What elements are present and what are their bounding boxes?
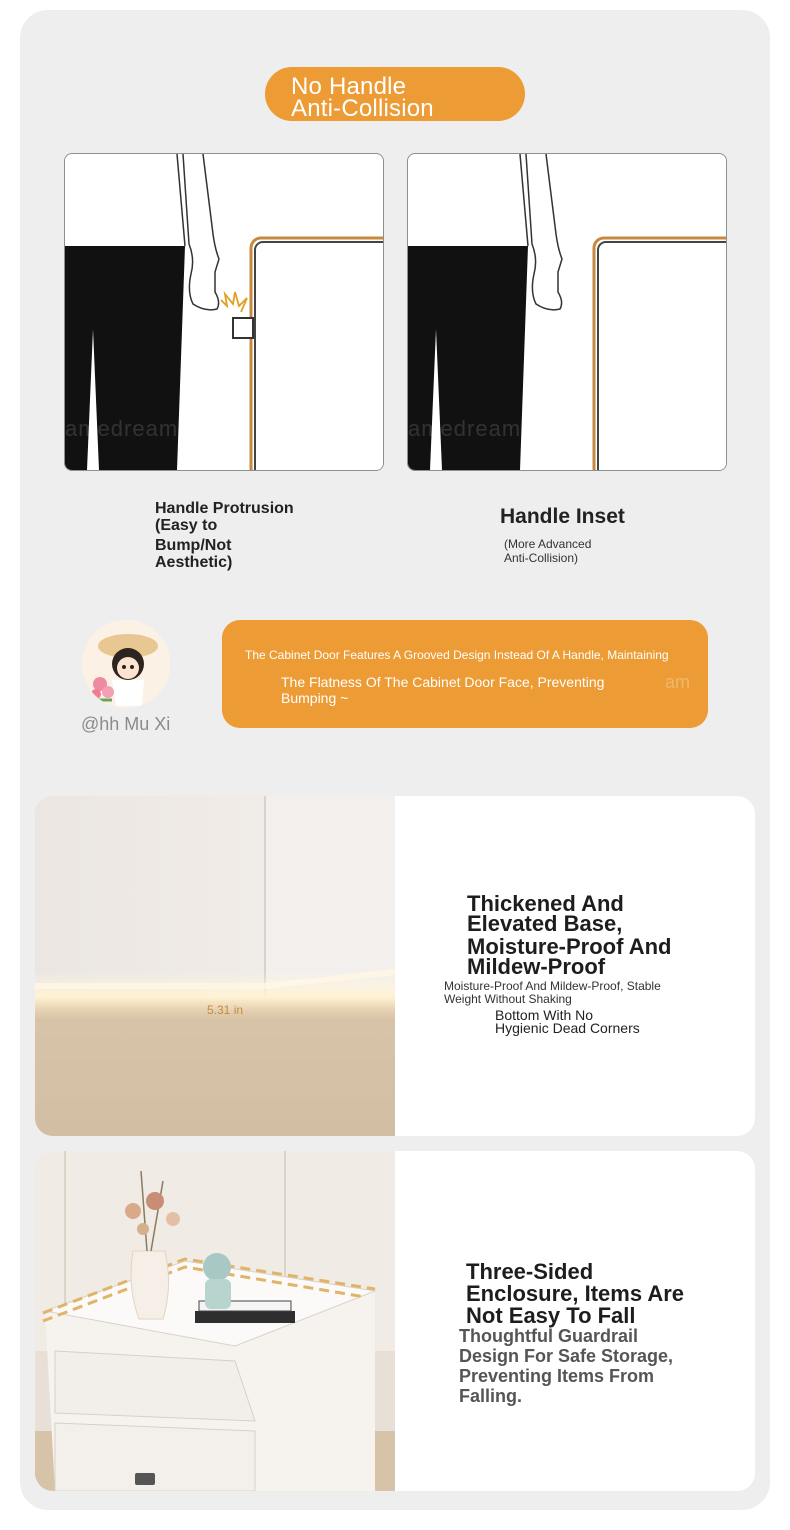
caption-line: Aesthetic) xyxy=(155,554,233,571)
desc-line: Bottom With No xyxy=(495,1007,594,1023)
dimension-label: 5.31 in xyxy=(207,1003,244,1017)
feature2-title xyxy=(466,1261,684,1327)
desc-line: Hygienic Dead Corners xyxy=(495,1020,640,1036)
feature-card-enclosure xyxy=(35,1151,755,1491)
caption-line: (More Advanced xyxy=(504,537,592,551)
section-title-pill xyxy=(265,67,525,121)
caption-handle-inset-sub xyxy=(504,537,591,565)
photo-cabinet-base xyxy=(35,796,395,1136)
desc-line: Thoughtful Guardrail xyxy=(459,1326,638,1346)
desc-line: Falling. xyxy=(459,1386,522,1406)
girl-avatar-icon xyxy=(82,620,170,708)
watermark-text: amedream xyxy=(408,416,522,441)
feature2-description xyxy=(459,1326,673,1406)
note-line-1: The Cabinet Door Features A Grooved Design Instead Of A Handle, Maintaining xyxy=(245,648,669,662)
nightstand-photo-icon xyxy=(35,1151,395,1491)
title-line: Thickened And xyxy=(467,891,624,916)
desc-line: Preventing Items From xyxy=(459,1366,655,1386)
desc-line: Weight Without Shaking xyxy=(444,992,572,1006)
title-line: Elevated Base, xyxy=(467,911,623,936)
feature1-description xyxy=(444,980,661,1006)
caption-handle-inset-title: Handle Inset xyxy=(500,505,625,528)
feature1-title xyxy=(467,891,672,979)
title-line: Moisture-Proof And xyxy=(467,934,672,959)
note-line-2: The Flatness Of The Cabinet Door Face, Preventing Bumping ~ xyxy=(281,674,605,706)
feature1-description-2 xyxy=(495,1009,640,1035)
caption-handle-protrusion xyxy=(155,500,294,571)
reviewer-handle: @hh Mu Xi xyxy=(81,714,171,734)
illustration-handle-protrusion xyxy=(64,153,384,471)
cabinet-base-photo-icon xyxy=(35,796,395,1136)
caption-line: Handle Protrusion xyxy=(155,500,294,517)
watermark-text: amedream xyxy=(65,416,179,441)
title-line: Mildew-Proof xyxy=(467,954,606,979)
illustration-handle-inset xyxy=(407,153,727,471)
desc-line: Moisture-Proof And Mildew-Proof, Stable xyxy=(444,979,661,993)
watermark-text: am xyxy=(664,672,690,692)
avatar xyxy=(82,620,170,708)
caption-line: Anti-Collision) xyxy=(504,551,579,565)
review-note xyxy=(222,620,708,728)
title-line: Three-Sided xyxy=(466,1259,594,1284)
desc-line: Design For Safe Storage, xyxy=(459,1346,674,1366)
caption-line: Bump/Not xyxy=(155,537,232,554)
title-line: Not Easy To Fall xyxy=(466,1303,636,1328)
photo-nightstand xyxy=(35,1151,395,1491)
feature-card-base xyxy=(35,796,755,1136)
caption-line: (Easy to xyxy=(155,517,218,534)
title-line-2: Anti-Collision xyxy=(291,95,434,122)
title-line-1: No Handle xyxy=(291,73,407,100)
title-line: Enclosure, Items Are xyxy=(466,1281,685,1306)
